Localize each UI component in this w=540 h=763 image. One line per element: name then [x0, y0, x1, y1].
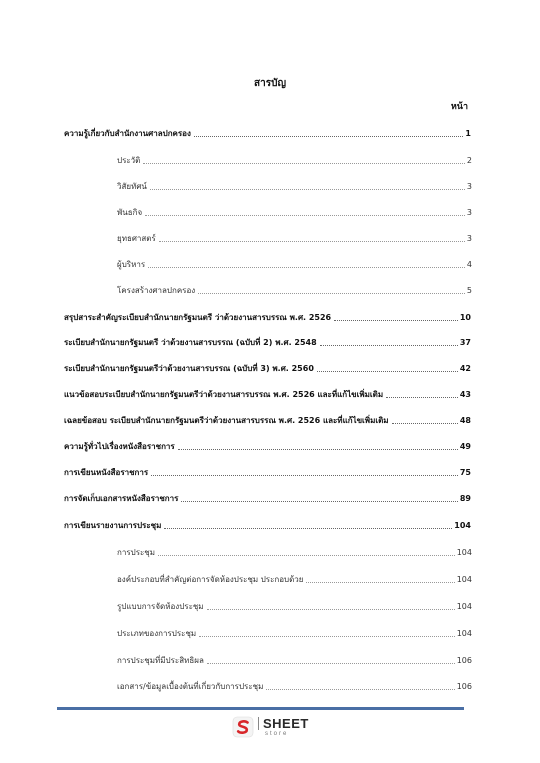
brand-subtitle: store: [265, 731, 289, 737]
toc-entry-page: 104: [456, 548, 472, 557]
toc-entry-label: การเขียนหนังสือราชการ: [64, 468, 149, 477]
toc-entry[interactable]: [117, 656, 472, 666]
toc-entry-page: 89: [459, 494, 471, 503]
toc-entry[interactable]: [117, 260, 472, 270]
toc-entry[interactable]: [64, 494, 471, 504]
toc-leader: [392, 423, 458, 424]
toc-entry-label: องค์ประกอบที่สำคัญต่อการจัดห้องประชุม ประกอบด้วย: [117, 575, 304, 584]
toc-entry-label: วิสัยทัศน์: [117, 182, 147, 191]
toc-entry-label: ระเบียบสำนักนายกรัฐมนตรีว่าด้วยงานสารบรรณ (ฉบับที่ 3) พ.ศ. 2560: [64, 364, 314, 373]
toc-entry[interactable]: [64, 338, 471, 348]
toc-entry[interactable]: [117, 548, 472, 558]
toc-entry-label: รูปแบบการจัดห้องประชุม: [117, 602, 204, 611]
toc-entry[interactable]: [117, 286, 472, 296]
toc-leader: [148, 267, 465, 268]
footer-logo: [232, 716, 309, 738]
toc-leader: [198, 293, 465, 294]
toc-leader: [145, 215, 465, 216]
toc-leader: [207, 609, 455, 610]
toc-entry[interactable]: [117, 682, 472, 692]
toc-leader: [317, 371, 458, 372]
toc-entry-label: พันธกิจ: [117, 208, 143, 217]
toc-leader: [334, 320, 458, 321]
toc-entry[interactable]: [64, 442, 471, 452]
toc-leader: [199, 636, 455, 637]
toc-leader: [386, 397, 458, 398]
toc-entry-page: 3: [466, 208, 472, 217]
toc-entry-page: 42: [459, 364, 471, 373]
toc-entry-label: โครงสร้างศาลปกครอง: [117, 286, 196, 295]
page-column-header: หน้า: [450, 102, 468, 112]
toc-leader: [143, 163, 465, 164]
toc-entry-page: 37: [459, 338, 471, 347]
toc-entry[interactable]: [64, 468, 471, 478]
toc-entry-page: 2: [466, 156, 472, 165]
toc-entry-page: 10: [459, 313, 471, 322]
toc-entry-page: 1: [465, 129, 471, 138]
toc-entry[interactable]: [117, 602, 472, 612]
toc-entry-label: ประเภทของการประชุม: [117, 629, 197, 638]
toc-entry-label: การประชุมที่มีประสิทธิผล: [117, 656, 204, 665]
toc-entry[interactable]: [117, 575, 472, 585]
toc-leader: [266, 689, 454, 690]
toc-entry[interactable]: [64, 364, 471, 374]
toc-entry-label: เอกสาร/ข้อมูลเบื้องต้นที่เกี่ยวกับการประชุม: [117, 682, 264, 691]
toc-leader: [194, 136, 464, 137]
toc-entry-label: การเขียนรายงานการประชุม: [64, 521, 162, 530]
toc-entry-page: 5: [466, 286, 472, 295]
toc-entry-label: ประวัติ: [117, 156, 141, 165]
toc-entry-page: 48: [459, 416, 471, 425]
toc-entry-page: 49: [459, 442, 471, 451]
toc-entry-page: 104: [456, 575, 472, 584]
toc-entry-label: การจัดเก็บเอกสารหนังสือราชการ: [64, 494, 179, 503]
toc-entry-label: แนวข้อสอบระเบียบสำนักนายกรัฐมนตรีว่าด้วยงานสารบรรณ พ.ศ. 2526 และที่แก้ไขเพิ่มเติม: [64, 390, 384, 399]
toc-entry[interactable]: [64, 129, 471, 139]
toc-entry[interactable]: [64, 390, 471, 400]
toc-leader: [320, 345, 458, 346]
toc-leader: [181, 501, 457, 502]
toc-entry-label: สรุปสาระสำคัญระเบียบสำนักนายกรัฐมนตรี ว่าด้วยงานสารบรรณ พ.ศ. 2526: [64, 313, 332, 322]
toc-leader: [158, 555, 455, 556]
toc-entry-label: ระเบียบสำนักนายกรัฐมนตรี ว่าด้วยงานสารบรรณ (ฉบับที่ 2) พ.ศ. 2548: [64, 338, 317, 347]
toc-entry-label: ความรู้ทั่วไปเรื่องหนังสือราชการ: [64, 442, 175, 451]
toc-entry-label: ผู้บริหาร: [117, 260, 146, 269]
toc-entry-label: ยุทธศาสตร์: [117, 234, 156, 243]
toc-entry-page: 4: [466, 260, 472, 269]
toc-leader: [150, 189, 465, 190]
toc-leader: [164, 528, 452, 529]
toc-entry-page: 75: [459, 468, 471, 477]
toc-entry-page: 104: [454, 521, 471, 530]
toc-entry-page: 106: [456, 656, 472, 665]
toc-entry[interactable]: [64, 313, 471, 323]
toc-leader: [151, 475, 458, 476]
toc-leader: [159, 241, 465, 242]
toc-entry-page: 104: [456, 629, 472, 638]
toc-entry-label: เฉลยข้อสอบ ระเบียบสำนักนายกรัฐมนตรีว่าด้วยงานสารบรรณ พ.ศ. 2526 และที่แก้ไขเพิ่มเติม: [64, 416, 389, 425]
toc-entry[interactable]: [117, 182, 472, 192]
toc-entry-page: 3: [466, 234, 472, 243]
toc-entry[interactable]: [117, 234, 472, 244]
toc-entry-page: 3: [466, 182, 472, 191]
toc-entry-page: 106: [456, 682, 472, 691]
toc-entry-page: 43: [459, 390, 471, 399]
toc-entry-label: การประชุม: [117, 548, 156, 557]
toc-leader: [178, 449, 458, 450]
page-title: สารบัญ: [254, 78, 286, 89]
toc-entry-label: ความรู้เกี่ยวกับสำนักงานศาลปกครอง: [64, 129, 191, 138]
toc-entry[interactable]: [64, 521, 471, 531]
toc-entry[interactable]: [117, 208, 472, 218]
toc-leader: [207, 663, 455, 664]
toc-entry[interactable]: [64, 416, 471, 426]
toc-entry-page: 104: [456, 602, 472, 611]
sheet-store-logo-icon: [232, 716, 254, 738]
toc-leader: [306, 582, 454, 583]
brand-name: SHEET: [258, 717, 309, 730]
footer-divider: [57, 707, 464, 710]
toc-entry[interactable]: [117, 629, 472, 639]
toc-entry[interactable]: [117, 156, 472, 166]
